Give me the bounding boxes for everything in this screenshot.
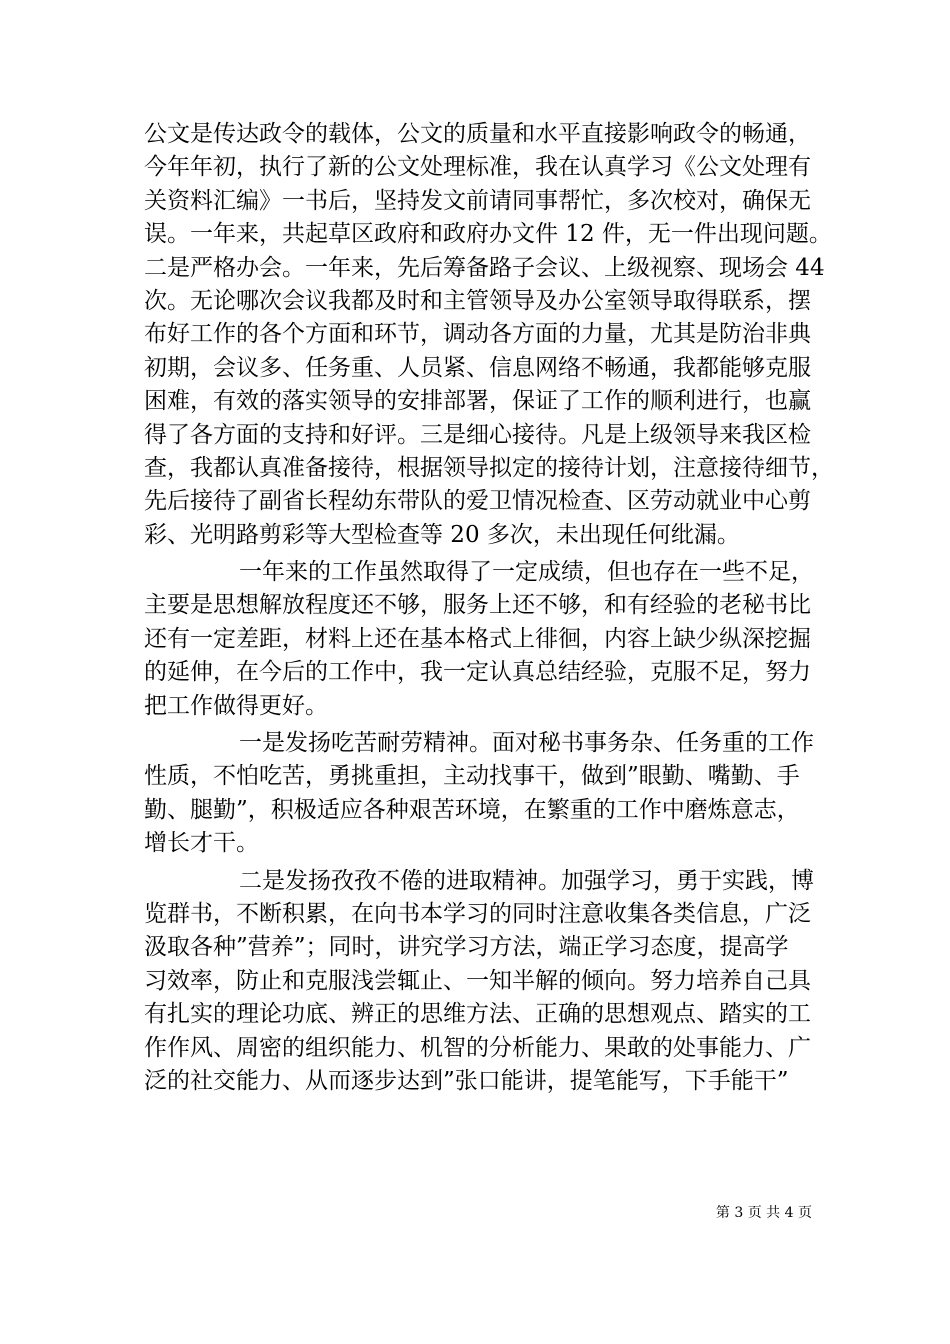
text-line: 关资料汇编》一书后，坚持发文前请同事帮忙，多次校对，确保无 bbox=[144, 187, 811, 214]
text-line: 有扎实的理论功底、辨正的思维方法、正确的思想观点、踏实的工 bbox=[144, 1001, 811, 1028]
text-line: 把工作做得更好。 bbox=[144, 692, 328, 719]
text-line: 增长才干。 bbox=[144, 830, 259, 857]
text-line: 的延伸，在今后的工作中，我一定认真总结经验，克服不足，努力 bbox=[144, 659, 811, 686]
page-number-footer: 第 3 页 共 4 页 bbox=[715, 1205, 812, 1221]
text-line: 二是发扬孜孜不倦的进取精神。加强学习，勇于实践，博 bbox=[239, 867, 814, 894]
text-line: 误。一年来，共起草区政府和政府办文件 12 件，无一件出现问题。 bbox=[144, 221, 832, 248]
text-line: 初期，会议多、任务重、人员紧、信息网络不畅通，我都能够克服 bbox=[144, 354, 811, 381]
text-line: 勤、腿勤”，积极适应各种艰苦环境，在繁重的工作中磨炼意志， bbox=[144, 796, 800, 823]
text-line: 一年来的工作虽然取得了一定成绩，但也存在一些不足， bbox=[239, 559, 814, 586]
text-line: 查，我都认真准备接待，根据领导拟定的接待计划，注意接待细节， bbox=[144, 454, 834, 481]
text-line: 彩、光明路剪彩等大型检查等 20 多次，未出现任何纰漏。 bbox=[144, 521, 740, 548]
paragraph-shortcomings bbox=[144, 556, 834, 723]
text-line: 得了各方面的支持和好评。三是细心接待。凡是上级领导来我区检 bbox=[144, 421, 811, 448]
text-line: 汲取各种”营养”；同时，讲究学习方法，端正学习态度，提高学 bbox=[144, 934, 789, 961]
text-line: 作作风、周密的组织能力、机智的分析能力、果敢的处事能力、广 bbox=[144, 1034, 811, 1061]
text-line: 困难，有效的落实领导的安排部署，保证了工作的顺利进行，也赢 bbox=[144, 388, 811, 415]
text-line: 习效率，防止和克服浅尝辄止、一知半解的倾向。努力培养自己具 bbox=[144, 967, 811, 994]
text-line: 还有一定差距，材料上还在基本格式上徘徊，内容上缺少纵深挖掘 bbox=[144, 625, 811, 652]
paragraph-work-summary bbox=[144, 118, 834, 552]
text-line: 今年年初，执行了新的公文处理标准，我在认真学习《公文处理有 bbox=[144, 154, 811, 181]
text-line: 布好工作的各个方面和环节，调动各方面的力量，尤其是防治非典 bbox=[144, 321, 811, 348]
paragraph-hardworking-spirit bbox=[144, 727, 834, 861]
document-body bbox=[144, 118, 834, 1098]
text-line: 先后接待了副省长程幼东带队的爱卫情况检查、区劳动就业中心剪 bbox=[144, 488, 811, 515]
text-line: 性质，不怕吃苦，勇挑重担，主动找事干，做到”眼勤、嘴勤、手 bbox=[144, 763, 800, 790]
text-line: 泛的社交能力、从而逐步达到”张口能讲，提笔能写，下手能干” bbox=[144, 1067, 789, 1094]
paragraph-learning-spirit bbox=[144, 865, 834, 1099]
text-line: 览群书，不断积累，在向书本学习的同时注意收集各类信息，广泛 bbox=[144, 900, 811, 927]
text-line: 次。无论哪次会议我都及时和主管领导及办公室领导取得联系，摆 bbox=[144, 287, 811, 314]
text-line: 公文是传达政令的载体，公文的质量和水平直接影响政令的畅通， bbox=[144, 121, 811, 147]
text-line: 二是严格办会。一年来，先后筹备路子会议、上级视察、现场会 44 bbox=[144, 254, 825, 281]
text-line: 主要是思想解放程度还不够，服务上还不够，和有经验的老秘书比 bbox=[144, 592, 811, 619]
text-line: 一是发扬吃苦耐劳精神。面对秘书事务杂、任务重的工作 bbox=[239, 730, 814, 757]
